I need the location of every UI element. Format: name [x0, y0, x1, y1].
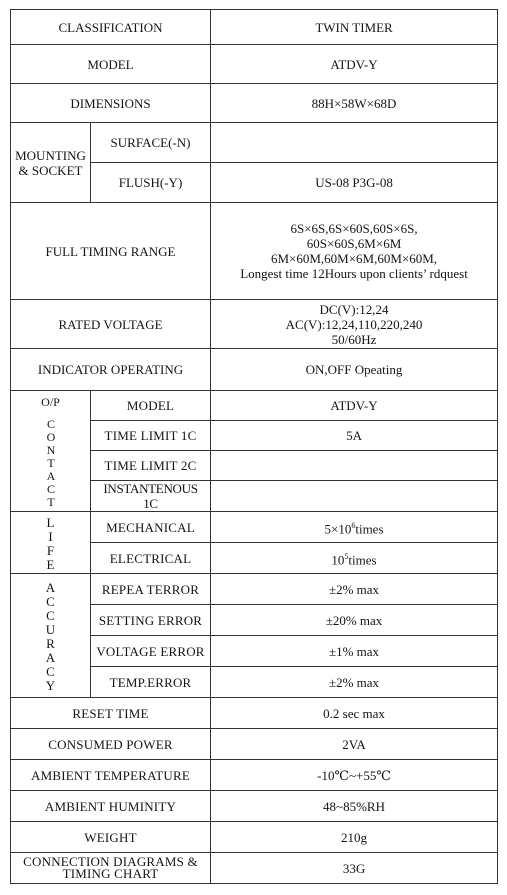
- ambient-humidity-value: 48~85%RH: [211, 791, 498, 822]
- timing-range-line: 6S×6S,6S×60S,60S×6S,: [290, 221, 418, 236]
- indicator-value: ON,OFF Opeating: [211, 349, 498, 391]
- timing-range-line: Longest time 12Hours upon clients’ rdquest: [240, 266, 468, 281]
- consumed-power-value: 2VA: [211, 729, 498, 760]
- spec-table: [10, 9, 498, 884]
- row-mounting-surface: [11, 123, 498, 163]
- mechanical-value: [211, 512, 498, 543]
- mounting-socket-label: [11, 123, 91, 203]
- row-reset-time: [11, 698, 498, 729]
- row-classification: [11, 10, 498, 45]
- rated-voltage-value: [211, 300, 498, 349]
- row-life-mechanical: [11, 512, 498, 543]
- rated-voltage-label: RATED VOLTAGE: [11, 300, 211, 349]
- time-limit-2c-label: TIME LIMIT 2C: [91, 451, 211, 481]
- flush-value: US-08 P3G-08: [211, 163, 498, 203]
- time-limit-2c-value: [211, 451, 498, 481]
- connection-value: 33G: [211, 853, 498, 884]
- consumed-power-label: CONSUMED POWER: [11, 729, 211, 760]
- mechanical-suffix: times: [355, 521, 384, 537]
- ambient-humidity-label: AMBIENT HUMINITY: [11, 791, 211, 822]
- voltage-line: DC(V):12,24: [319, 301, 389, 317]
- repeat-error-label: REPEA TERROR: [91, 574, 211, 605]
- contact-vertical-label: CONTACT: [44, 417, 58, 508]
- temp-error-label: TEMP.ERROR: [91, 667, 211, 698]
- op-label: O/P: [41, 395, 60, 409]
- mounting-label-line1: MOUNTING: [15, 147, 86, 163]
- flush-label: FLUSH(-Y): [91, 163, 211, 203]
- row-rated-voltage: [11, 300, 498, 349]
- reset-time-label: RESET TIME: [11, 698, 211, 729]
- timing-range-label: FULL TIMING RANGE: [11, 203, 211, 300]
- time-limit-1c-label: TIME LIMIT 1C: [91, 421, 211, 451]
- instantenous-1c-label: INSTANTENOUS 1C: [91, 481, 211, 512]
- row-model: [11, 45, 498, 84]
- model-label: MODEL: [11, 45, 211, 84]
- electrical-value: [211, 543, 498, 574]
- surface-value: [211, 123, 498, 163]
- mounting-label-line2: & SOCKET: [18, 162, 83, 178]
- voltage-error-value: ±1% max: [211, 636, 498, 667]
- model-value: ATDV-Y: [211, 45, 498, 84]
- mechanical-base: 5×10: [324, 521, 352, 537]
- ambient-temperature-value: -10℃~+55℃: [211, 760, 498, 791]
- weight-value: 210g: [211, 822, 498, 853]
- setting-error-label: SETTING ERROR: [91, 605, 211, 636]
- voltage-error-label: VOLTAGE ERROR: [91, 636, 211, 667]
- reset-time-value: 0.2 sec max: [211, 698, 498, 729]
- voltage-line: AC(V):12,24,110,220,240: [285, 316, 423, 332]
- dimensions-value: 88H×58W×68D: [211, 84, 498, 123]
- electrical-base: 10: [331, 552, 345, 568]
- row-dimensions: [11, 84, 498, 123]
- weight-label: WEIGHT: [11, 822, 211, 853]
- row-connection: [11, 853, 498, 884]
- mechanical-exponent: 6: [351, 520, 356, 530]
- indicator-label: INDICATOR OPERATING: [11, 349, 211, 391]
- electrical-suffix: times: [348, 552, 377, 568]
- row-timing-range: [11, 203, 498, 300]
- timing-range-line: 6M×60M,60M×6M,60M×60M,: [270, 251, 438, 266]
- row-indicator: [11, 349, 498, 391]
- connection-label: [11, 853, 211, 884]
- surface-label: SURFACE(-N): [91, 123, 211, 163]
- row-weight: [11, 822, 498, 853]
- accuracy-vertical-label: ACCURACY: [11, 574, 91, 698]
- life-vertical-label: LIFE: [11, 512, 91, 574]
- repeat-error-value: ±2% max: [211, 574, 498, 605]
- row-repeat-error: [11, 574, 498, 605]
- row-ambient-humidity: [11, 791, 498, 822]
- mechanical-label: MECHANICAL: [91, 512, 211, 543]
- instantenous-1c-value: [211, 481, 498, 512]
- time-limit-1c-value: 5A: [211, 421, 498, 451]
- dimensions-label: DIMENSIONS: [11, 84, 211, 123]
- connection-label-line2: TIMING CHART: [62, 866, 159, 881]
- timing-range-value: [211, 203, 498, 300]
- connection-label-line1: CONNECTION DIAGRAMS &: [23, 854, 198, 869]
- classification-value: TWIN TIMER: [211, 10, 498, 45]
- row-ambient-temperature: [11, 760, 498, 791]
- row-consumed-power: [11, 729, 498, 760]
- row-op-model: [11, 391, 498, 421]
- ambient-temperature-label: AMBIENT TEMPERATURE: [11, 760, 211, 791]
- op-model-value: ATDV-Y: [211, 391, 498, 421]
- electrical-exponent: 5: [344, 551, 349, 561]
- voltage-line: 50/60Hz: [331, 331, 377, 347]
- timing-range-line: 60S×60S,6M×6M: [306, 236, 402, 251]
- electrical-label: ELECTRICAL: [91, 543, 211, 574]
- op-model-label: MODEL: [91, 391, 211, 421]
- setting-error-value: ±20% max: [211, 605, 498, 636]
- temp-error-value: ±2% max: [211, 667, 498, 698]
- op-contact-group-label: [11, 391, 91, 512]
- classification-label: CLASSIFICATION: [11, 10, 211, 45]
